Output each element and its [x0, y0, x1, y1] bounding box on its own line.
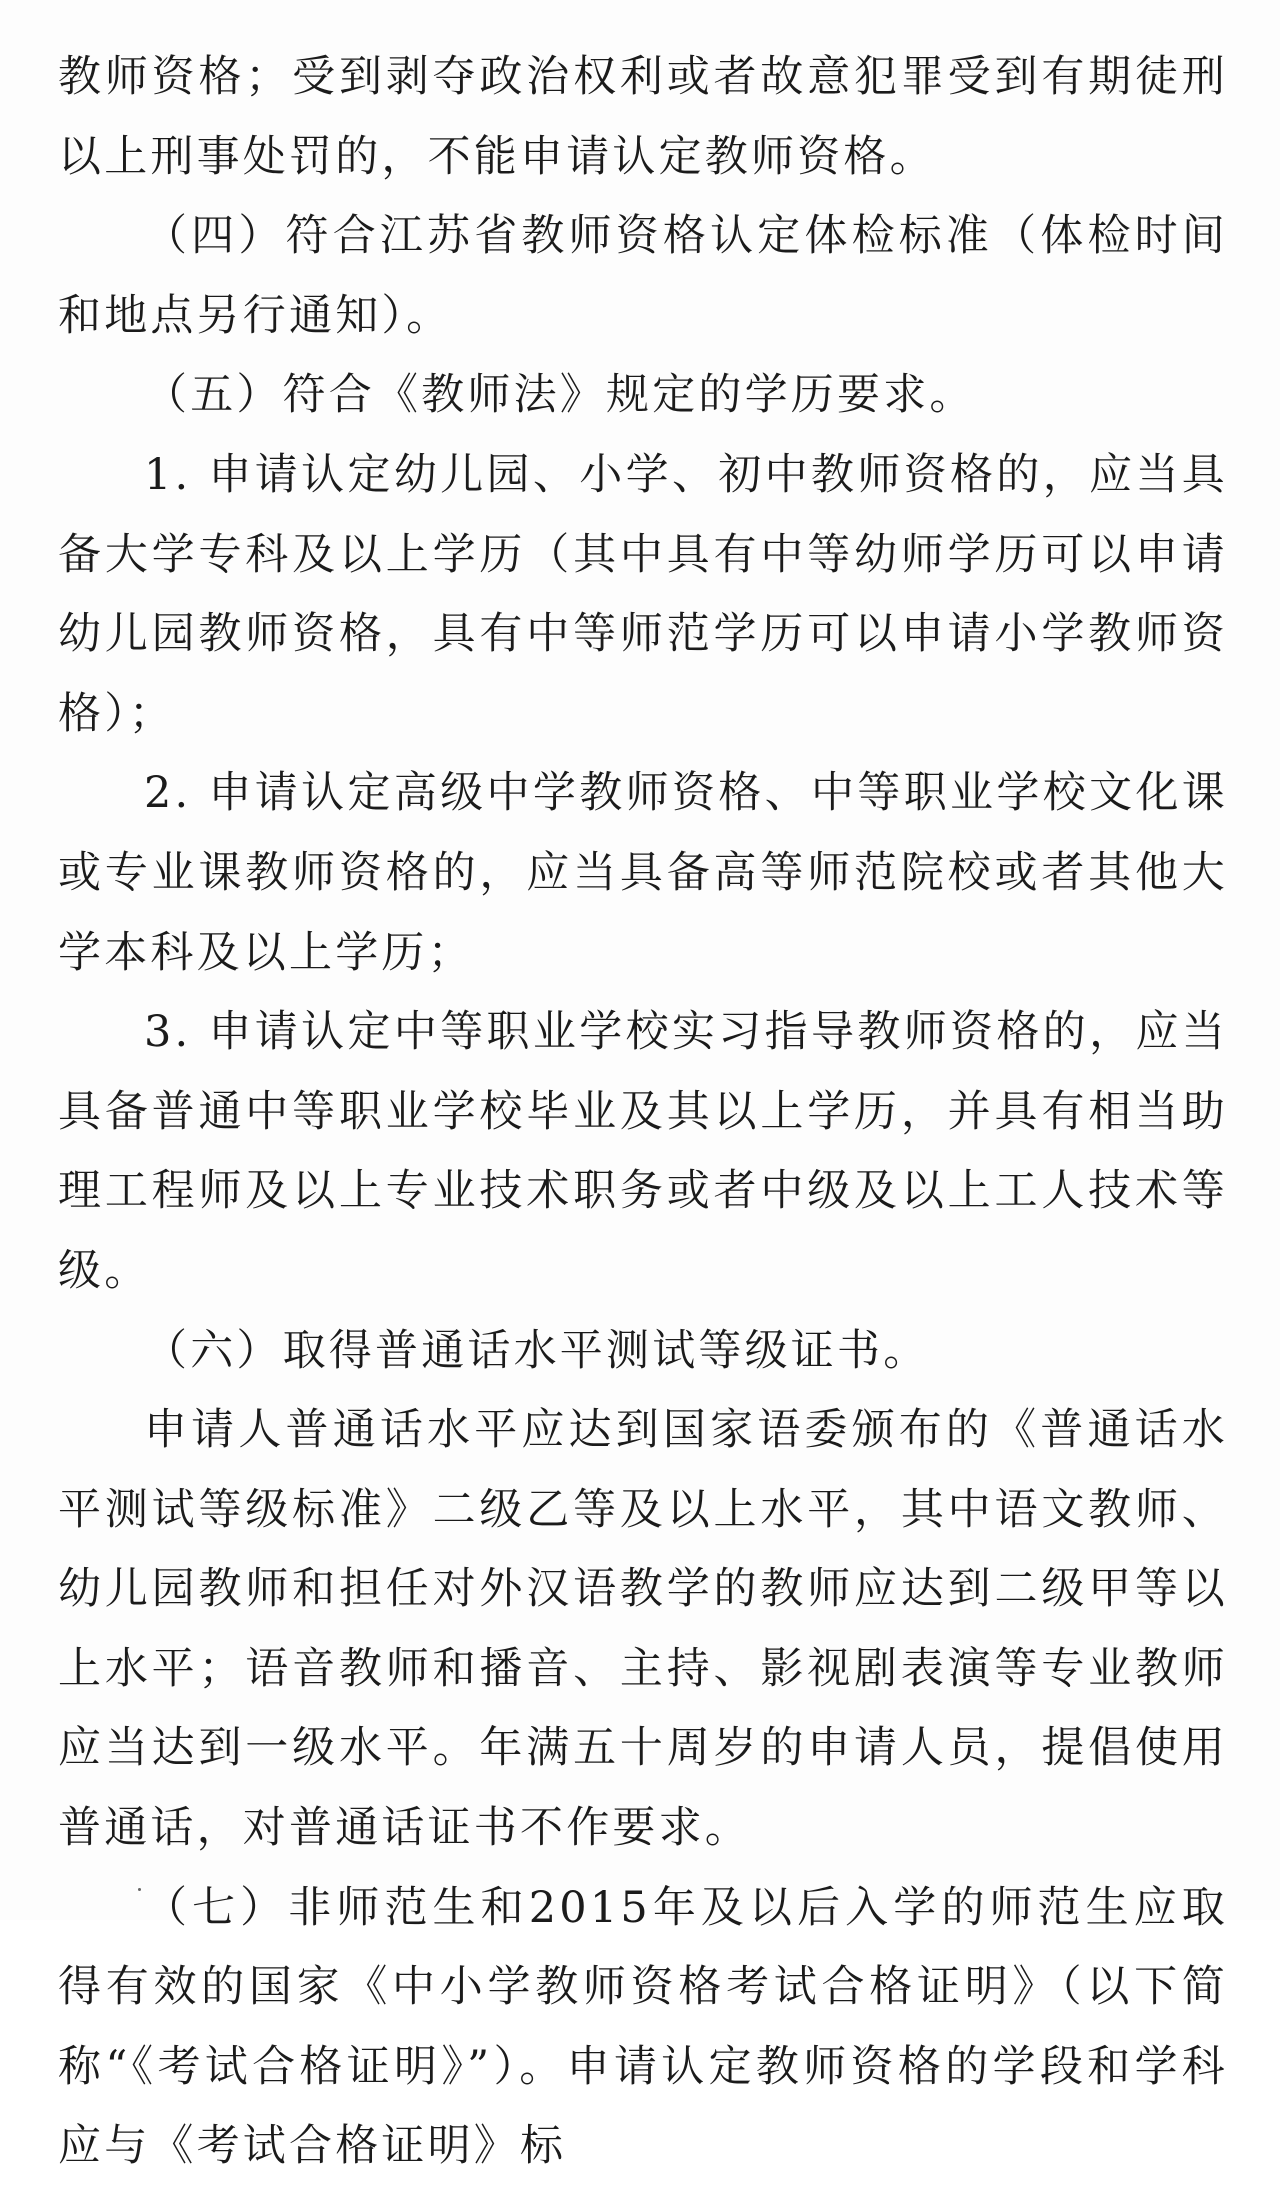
scan-dot [138, 1888, 141, 1891]
paragraph-putonghua-requirement: 申请人普通话水平应达到国家语委颁布的《普通话水平测试等级标准》二级乙等及以上水平，其中语文教师、幼儿园教师和担任对外汉语教学的教师应达到二级甲等以上水平；语音教师和播音、主持、影视剧表演等专业教师应当达到一级水平。年满五十周岁的申请人员，提倡使用普通话，对普通话证书不作要求。 [58, 1405, 1228, 1854]
paragraph-item-seven: （七）非师范生和2015年及以后入学的师范生应取得有效的国家《中小学教师资格考试合格证明》（以下简称“《考试合格证明》”）。申请认定教师资格的学段和学科应与《考试合格证明》标 [58, 1882, 1228, 2172]
paragraph-subitem-3: 3. 申请认定中等职业学校实习指导教师资格的，应当具备普通中等职业学校毕业及其以上学历，并具有相当助理工程师及以上专业技术职务或者中级及以上工人技术等级。 [58, 1007, 1228, 1296]
paragraph-subitem-2: 2. 申请认定高级中学教师资格、中等职业学校文化课或专业课教师资格的，应当具备高等师范院校或者其他大学本科及以上学历； [58, 768, 1228, 978]
document-body [58, 38, 1228, 2187]
paragraph-continuation: 教师资格；受到剥夺政治权利或者故意犯罪受到有期徒刑以上刑事处罚的，不能申请认定教师资格。 [58, 52, 1228, 182]
paragraph-item-six: （六）取得普通话水平测试等级证书。 [144, 1325, 930, 1376]
paragraph-item-five: （五）符合《教师法》规定的学历要求。 [144, 370, 976, 421]
paragraph-subitem-1: 1. 申请认定幼儿园、小学、初中教师资格的，应当具备大学专科及以上学历（其中具有中等幼师学历可以申请幼儿园教师资格，具有中等师范学历可以申请小学教师资格）； [58, 449, 1228, 739]
paragraph-item-four: （四）符合江苏省教师资格认定体检标准（体检时间和地点另行通知）。 [58, 211, 1228, 341]
